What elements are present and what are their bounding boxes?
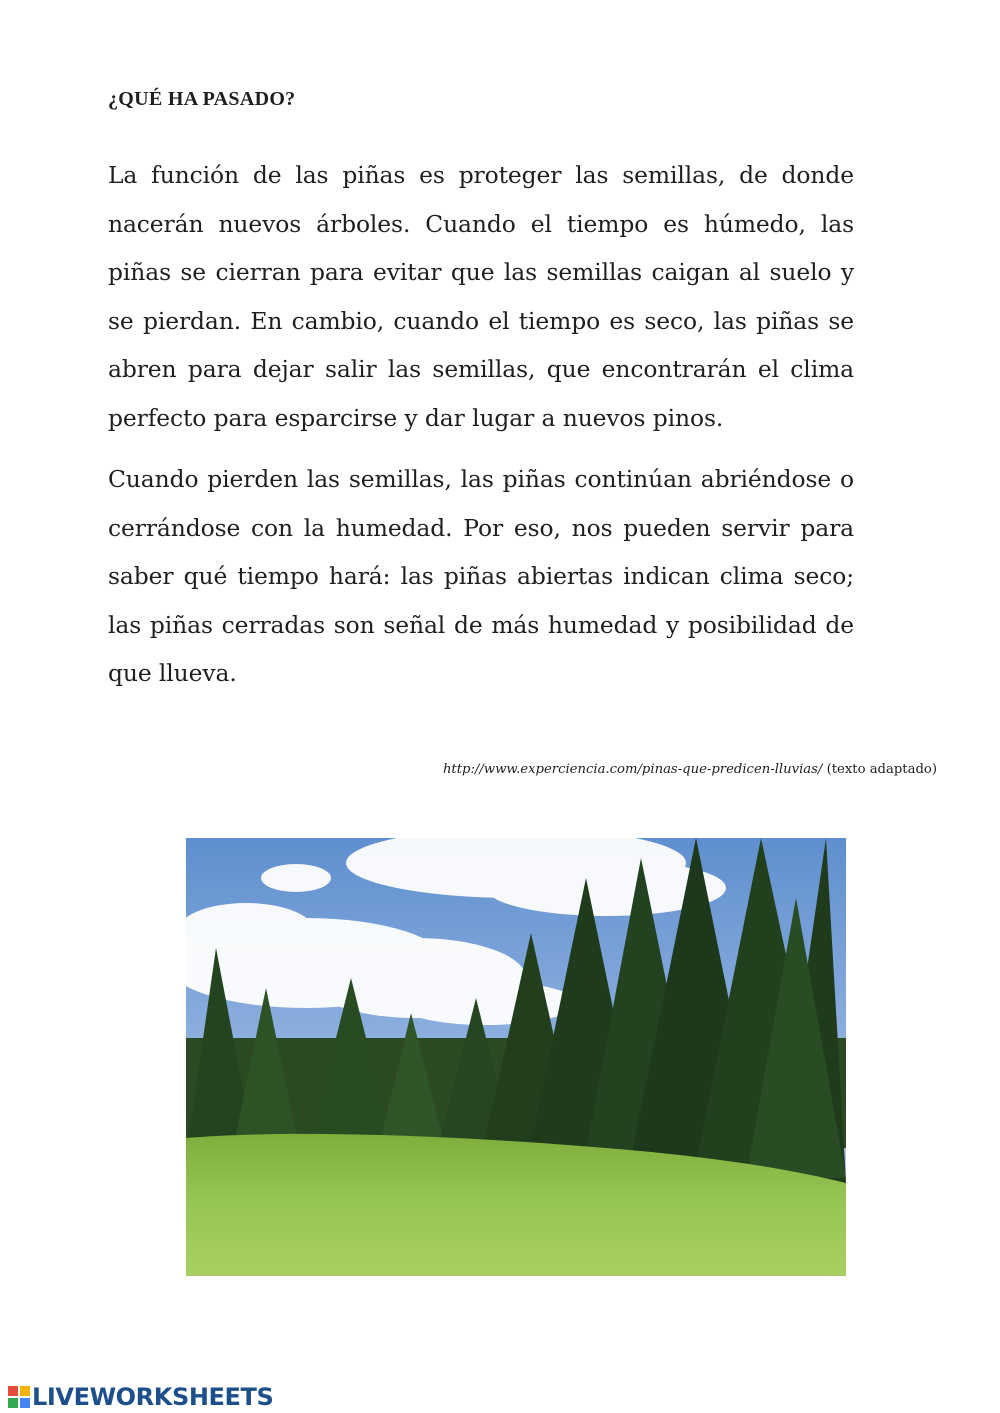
source-url: http://www.experciencia.com/pinas-que-predicen-lluvias/ [442, 762, 823, 777]
liveworksheets-logo-icon [8, 1386, 30, 1408]
source-citation [443, 762, 937, 777]
logo-text: LIVEWORKSHEETS [32, 1383, 274, 1411]
forest-photo [186, 838, 846, 1276]
liveworksheets-logo [8, 1382, 273, 1412]
page-title: ¿QUÉ HA PASADO? [108, 88, 296, 110]
source-note: (texto adaptado) [826, 762, 937, 777]
paragraph-2: Cuando pierden las semillas, las piñas continúan abriéndose o cerrándose con la humedad. Por eso, nos pueden servir para saber qué tiempo hará: las piñas abiertas indican clima seco; las piñas cerradas son señal de más humedad y posibilidad de que llueva. [108, 465, 854, 688]
paragraph-1: La función de las piñas es proteger las semillas, de donde nacerán nuevos árboles. Cuando el tiempo es húmedo, las piñas se cierran para evitar que las semillas caigan al suelo y se pierdan. En cambio, cuando el tiempo es seco, las piñas se abren para dejar salir las semillas, que encontrarán el clima perfecto para esparcirse y dar lugar a nuevos pinos. [108, 161, 854, 432]
